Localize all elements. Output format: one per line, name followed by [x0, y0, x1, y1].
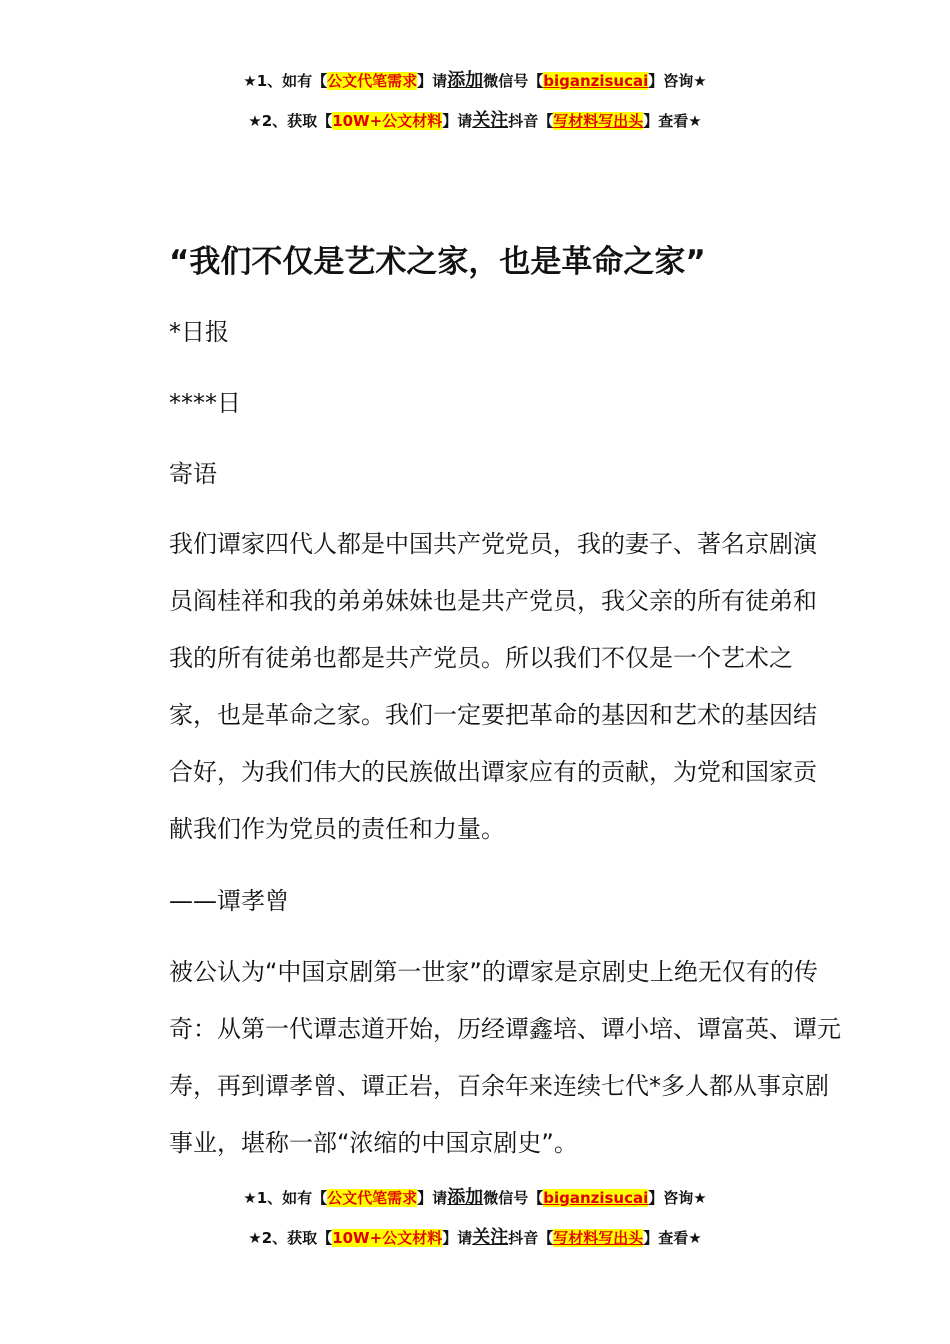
article-title: “我们不仅是艺术之家，也是革命之家” [169, 244, 706, 280]
promo-line-1-top [0, 71, 950, 91]
body-paragraph: 被公认为“中国京剧第一世家”的谭家是京剧史上绝无仅有的传奇：从第一代谭志道开始，历经谭鑫培、谭小培、谭富英、谭元寿，再到谭孝曾、谭正岩，百余年来连续七代*多人都从事京剧事业，堪称一部“浓缩的中国京剧史”。 [169, 958, 841, 1157]
douyin-id: 写材料写出头 [553, 1229, 644, 1247]
promo-text: 抖音【 [508, 1229, 554, 1247]
wechat-id: biganzisucai [543, 1189, 649, 1207]
source: *日报 [169, 318, 229, 346]
date: ****日 [169, 389, 241, 417]
emphasis: 添加 [447, 1187, 484, 1208]
promo-text: 】咨询★ [648, 1189, 707, 1207]
highlight: 10W+公文材料 [332, 112, 443, 130]
emphasis: 关注 [472, 1227, 509, 1248]
emphasis: 添加 [447, 70, 484, 91]
highlight: 公文代笔需求 [327, 1189, 418, 1207]
promo-text: ★2、获取【 [248, 1229, 333, 1247]
promo-line-1-bottom [0, 1188, 950, 1208]
promo-text: ★2、获取【 [248, 112, 333, 130]
quote-paragraph: 我们谭家四代人都是中国共产党党员，我的妻子、著名京剧演员阎桂祥和我的弟弟妹妹也是共产党员，我父亲的所有徒弟和我的所有徒弟也都是共产党员。所以我们不仅是一个艺术之家，也是革命之家。我们一定要把革命的基因和艺术的基因结合好，为我们伟大的民族做出谭家应有的贡献，为党和国家贡献我们作为党员的责任和力量。 [169, 530, 817, 843]
wechat-id: biganzisucai [543, 72, 649, 90]
promo-text: 】查看★ [643, 112, 702, 130]
promo-text: 】请 [442, 1229, 473, 1247]
douyin-id: 写材料写出头 [553, 112, 644, 130]
promo-text: 微信号【 [483, 1189, 544, 1207]
promo-text: ★1、如有【 [243, 1189, 328, 1207]
highlight: 公文代笔需求 [327, 72, 418, 90]
promo-text: 】请 [417, 1189, 448, 1207]
emphasis: 关注 [472, 110, 509, 131]
promo-text: ★1、如有【 [243, 72, 328, 90]
promo-line-2-bottom [0, 1228, 950, 1248]
promo-text: 】请 [442, 112, 473, 130]
promo-text: 微信号【 [483, 72, 544, 90]
promo-text: 抖音【 [508, 112, 554, 130]
promo-text: 】请 [417, 72, 448, 90]
quote-author: ——谭孝曾 [169, 887, 289, 915]
section-heading: 寄语 [169, 460, 217, 488]
promo-text: 】查看★ [643, 1229, 702, 1247]
promo-text: 】咨询★ [648, 72, 707, 90]
highlight: 10W+公文材料 [332, 1229, 443, 1247]
promo-line-2-top [0, 111, 950, 131]
